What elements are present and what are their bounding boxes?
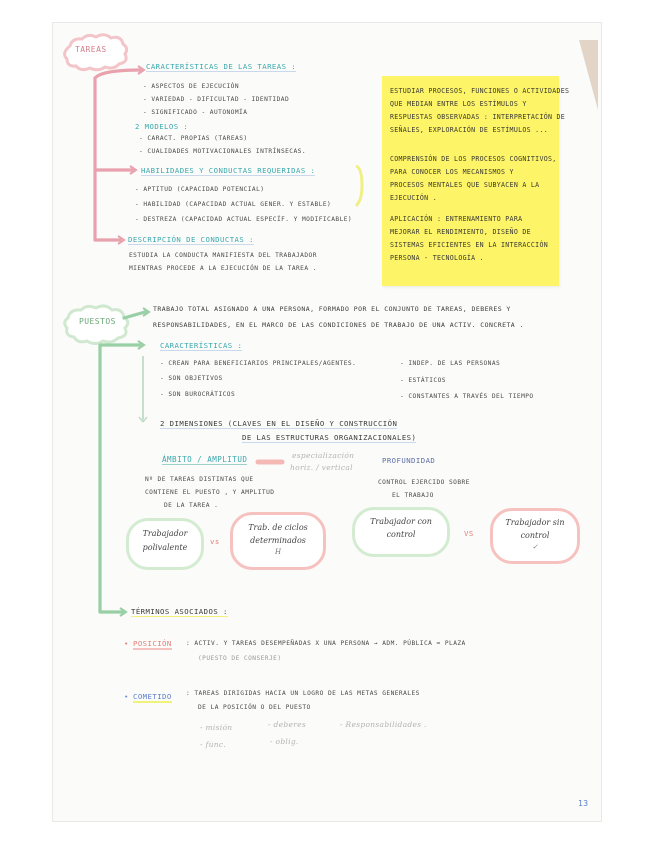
- cometido-pencil-note: - misión: [200, 723, 233, 732]
- dimensiones-title-line1: 2 DIMENSIONES (CLAVES EN EL DISEÑO Y CONSTRUCCIÓN: [160, 419, 398, 428]
- scan-edge: [579, 40, 598, 110]
- tareas-branch: [95, 70, 140, 240]
- page-number: 13: [578, 799, 589, 808]
- bullet-dot: •: [124, 639, 129, 648]
- puestos-definition-line: RESPONSABILIDADES, EN EL MARCO DE LAS CONDICIONES DE TRABAJO DE UNA ACTIV. CONCRETA .: [153, 321, 524, 329]
- tareas-caracteristicas-title: CARACTERÍSTICAS DE LAS TAREAS :: [146, 62, 297, 71]
- posicion-definition: : ACTIV. Y TAREAS DESEMPEÑADAS X UNA PERSONA → ADM. PÚBLICA = PLAZA: [186, 640, 466, 647]
- cometido-definition: : TAREAS DIRIGIDAS HACIA UN LOGRO DE LAS METAS GENERALES: [186, 690, 420, 697]
- bullet-dot: •: [124, 692, 129, 701]
- puestos-caracteristica-item: - CREAN PARA BENEFICIARIOS PRINCIPALES/AGENTES.: [160, 360, 357, 367]
- ambito-pencil-note: especialización: [292, 451, 355, 460]
- cometido-pencil-note: - deberes: [268, 720, 306, 729]
- cometido-definition: DE LA POSICIÓN O DEL PUESTO: [198, 704, 311, 711]
- note-line: COMPRENSIÓN DE LOS PROCESOS COGNITIVOS,: [390, 155, 557, 163]
- bubble-trabajador-con-control: [352, 507, 450, 557]
- bubble-text: control: [520, 531, 550, 540]
- tareas-descripcion-line: MIENTRAS PROCEDE A LA EJECUCIÓN DE LA TAREA .: [129, 265, 317, 272]
- bubble-text: Trabajador: [142, 529, 188, 538]
- bubble-trab-ciclos-determinados: [230, 512, 326, 570]
- tareas-caracteristica-item: - VARIEDAD - DIFICULTAD - IDENTIDAD: [143, 96, 290, 103]
- cometido-pencil-note: - oblig.: [270, 737, 299, 746]
- tareas-modelos-title: 2 MODELOS :: [135, 122, 189, 131]
- tareas-modelo-item: - CUALIDADES MOTIVACIONALES INTRÍNSECAS.: [139, 148, 307, 155]
- puestos-caracteristica-item: - SON OBJETIVOS: [160, 375, 223, 382]
- note-line: PERSONA - TECNOLOGÍA .: [390, 254, 484, 262]
- profundidad-line: CONTROL EJERCIDO SOBRE: [378, 479, 470, 486]
- puestos-caracteristica-item: - CONSTANTES A TRAVÉS DEL TIEMPO: [400, 393, 534, 400]
- tareas-habilidad-item: - DESTREZA (CAPACIDAD ACTUAL ESPECÍF. Y MODIFICABLE): [135, 216, 353, 223]
- tareas-modelo-item: - CARACT. PROPIAS (TAREAS): [139, 135, 248, 142]
- dimensiones-title-line2: DE LAS ESTRUCTURAS ORGANIZACIONALES): [242, 433, 417, 442]
- puestos-caracteristica-item: - ESTÁTICOS: [400, 377, 446, 384]
- puestos-caracteristica-item: - SON BUROCRÁTICOS: [160, 391, 236, 398]
- tareas-habilidad-item: - HABILIDAD (CAPACIDAD ACTUAL GENER. Y ESTABLE): [135, 201, 332, 208]
- profundidad-title: PROFUNDIDAD: [382, 456, 436, 465]
- note-bracket: [356, 166, 362, 206]
- posicion-term: POSICIÓN: [133, 639, 172, 648]
- ambito-title: ÁMBITO / AMPLITUD: [162, 455, 248, 464]
- note-line: ESTUDIAR PROCESOS, FUNCIONES O ACTIVIDADES: [390, 87, 570, 95]
- sticky-note: [382, 76, 570, 286]
- tareas-label: TAREAS: [75, 45, 107, 54]
- puestos-definition-line: TRABAJO TOTAL ASIGNADO A UNA PERSONA, FORMADO POR EL CONJUNTO DE TAREAS, DEBERES Y: [153, 305, 511, 313]
- note-line: SISTEMAS EFICIENTES EN LA INTERACCIÓN: [390, 241, 548, 249]
- bubble-text: polivalente: [142, 543, 188, 552]
- puestos-label: PUESTOS: [79, 317, 116, 326]
- note-line: EJECUCIÓN .: [390, 194, 437, 202]
- cometido-term: COMETIDO: [133, 692, 172, 701]
- note-line: APLICACIÓN : ENTRENAMIENTO PARA: [390, 215, 523, 223]
- cometido-pencil-note: - Responsabilidades .: [340, 720, 427, 729]
- note-line: QUE MEDIAN ENTRE LOS ESTÍMULOS Y: [390, 100, 527, 108]
- dimensiones-title: [160, 420, 397, 428]
- tareas-descripcion-line: ESTUDIA LA CONDUCTA MANIFIESTA DEL TRABAJADOR: [129, 252, 317, 259]
- profundidad-line: EL TRABAJO: [392, 492, 434, 499]
- bubble-text: Trabajador sin: [505, 518, 565, 527]
- bubble-text: determinados: [250, 536, 306, 545]
- puestos-caracteristica-item: - INDEP. DE LAS PERSONAS: [400, 360, 501, 367]
- bubble-text: control: [386, 530, 416, 539]
- note-line: PARA CONOCER LOS MECANISMOS Y: [390, 168, 514, 176]
- tareas-habilidad-item: - APTITUD (CAPACIDAD POTENCIAL): [135, 186, 265, 193]
- bubble-trabajador-sin-control: [490, 508, 580, 564]
- profundidad-vs: VS: [464, 529, 474, 538]
- terminos-title: TÉRMINOS ASOCIADOS :: [131, 607, 228, 616]
- tareas-caracteristica-item: - ASPECTOS DE EJECUCIÓN: [143, 83, 240, 90]
- tareas-caracteristica-item: - SIGNIFICADO - AUTONOMÍA: [143, 109, 248, 116]
- note-line: PROCESOS MENTALES QUE SUBYACEN A LA: [390, 181, 540, 189]
- note-line: MEJORAR EL RENDIMIENTO, DISEÑO DE: [390, 228, 531, 236]
- bubble-text: Trab. de ciclos: [248, 523, 308, 532]
- cometido-pencil-note: - func.: [200, 740, 227, 749]
- tareas-descripcion-title: DESCRIPCIÓN DE CONDUCTAS :: [128, 235, 254, 244]
- ambito-vs: vs: [210, 537, 220, 546]
- ambito-line: DE LA TAREA .: [164, 502, 219, 509]
- ambito-pencil-note: horiz. / vertical: [290, 463, 353, 472]
- tareas-habilidades-title: HABILIDADES Y CONDUCTAS REQUERIDAS :: [141, 166, 316, 175]
- posicion-note: (PUESTO DE CONSERJE): [198, 655, 282, 662]
- note-line: SEÑALES, EXPLORACIÓN DE ESTÍMULOS ...: [390, 126, 548, 134]
- dimensiones-title-2: [242, 434, 416, 442]
- bubble-mark: ✓: [532, 543, 538, 551]
- bubble-text: Trabajador con: [370, 517, 432, 526]
- ambito-line: Nº DE TAREAS DISTINTAS QUE: [145, 476, 254, 483]
- bubble-mark: H: [274, 548, 282, 556]
- bubble-trabajador-polivalente: [126, 518, 204, 570]
- note-line: RESPUESTAS OBSERVADAS : INTERPRETACIÓN DE: [390, 113, 566, 121]
- ambito-line: CONTIENE EL PUESTO , Y AMPLITUD: [145, 489, 275, 496]
- puestos-caracteristicas-title: CARACTERÍSTICAS :: [160, 341, 243, 350]
